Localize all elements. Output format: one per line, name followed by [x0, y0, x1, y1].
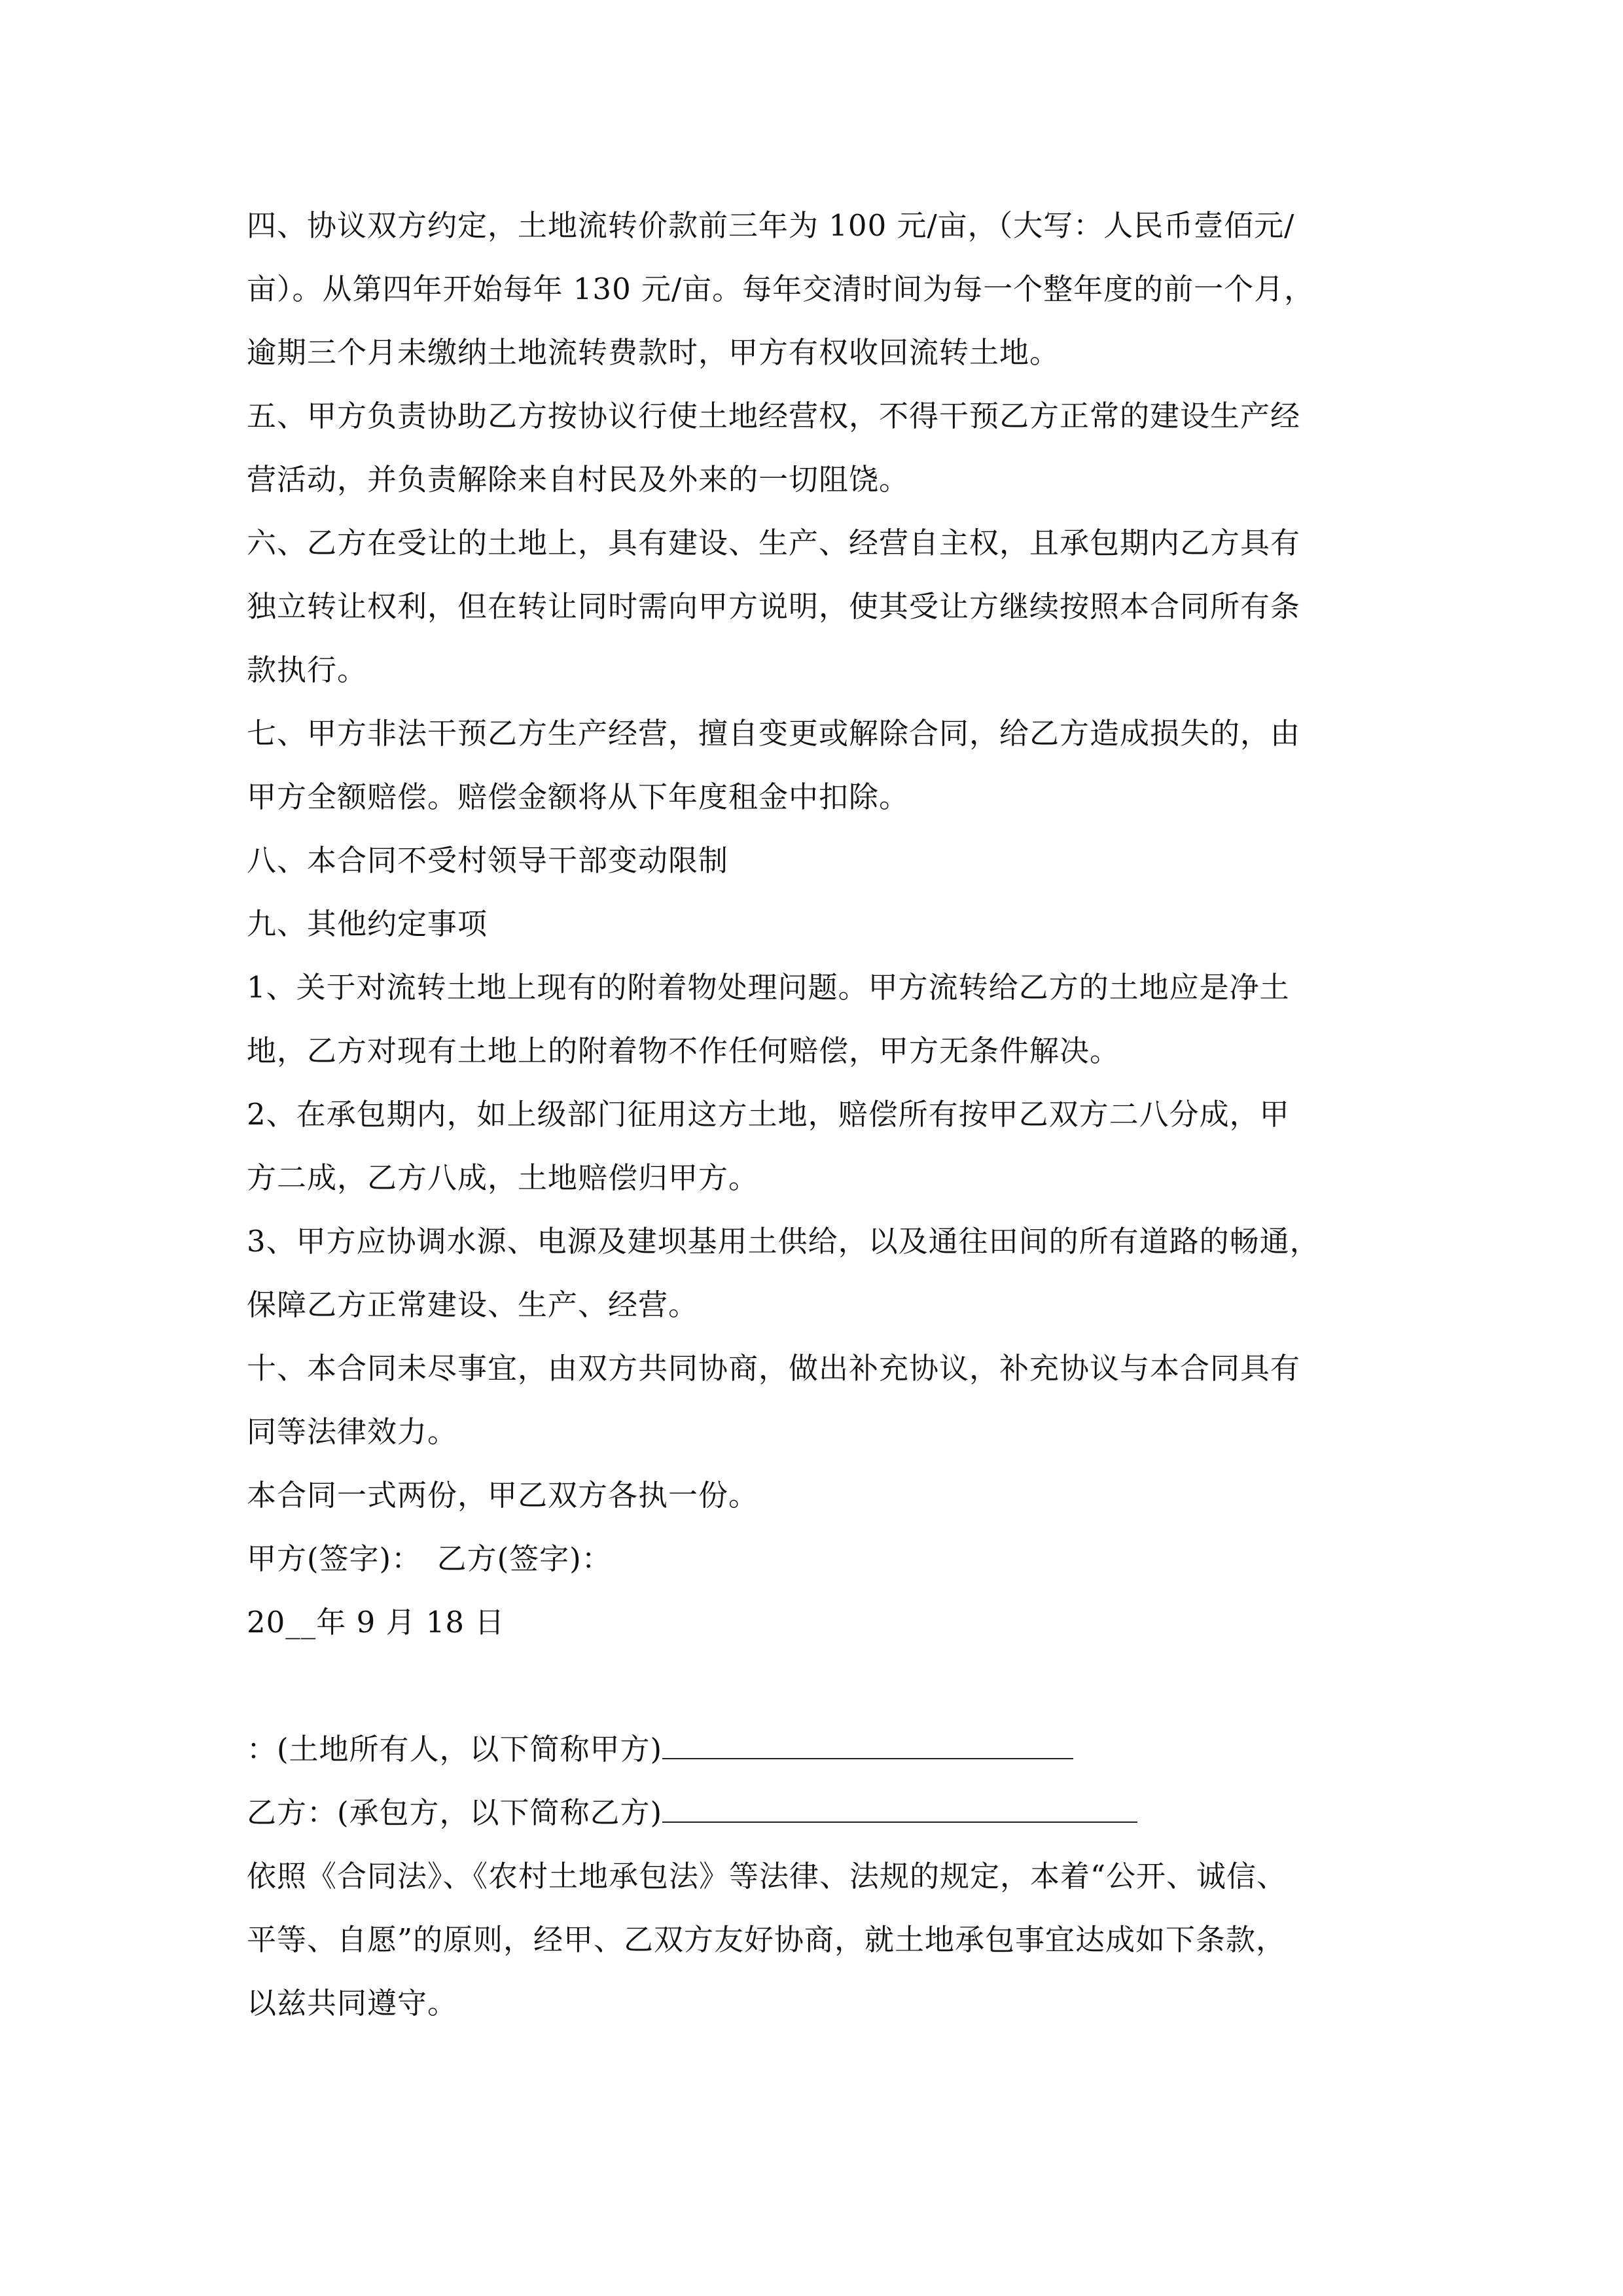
- copies-statement: 本合同一式两份，甲乙双方各执一份。: [247, 1478, 759, 1513]
- preamble-line-1: 依照《合同法》、《农村土地承包法》等法律、法规的规定，本着“公开、诚信、: [247, 1859, 1287, 1893]
- preamble-line-3: 以兹共同遵守。: [247, 1986, 458, 2020]
- clause-9-item-1-line-2: 地，乙方对现有土地上的附着物不作任何赔偿，甲方无条件解决。: [247, 1033, 1120, 1068]
- party-a-blank: [662, 1725, 1073, 1759]
- clause-4-line-2: 亩）。从第四年开始每年 130 元/亩。每年交清时间为每一个整年度的前一个月，: [247, 272, 1315, 306]
- party-a-line: [247, 1717, 1399, 1781]
- party-b-line: [247, 1781, 1399, 1844]
- date-line: 20__年 9 月 18 日: [247, 1605, 505, 1640]
- clause-4-line-3: 逾期三个月未缴纳土地流转费款时，甲方有权收回流转土地。: [247, 335, 1060, 370]
- clause-9-item-1-line-1: 1、关于对流转土地上现有的附着物处理问题。甲方流转给乙方的土地应是净土: [247, 970, 1290, 1005]
- clause-9-heading: 九、其他约定事项: [247, 906, 488, 941]
- clause-9-item-3-line-2: 保障乙方正常建设、生产、经营。: [247, 1287, 699, 1322]
- clause-6-line-2: 独立转让权利，但在转让同时需向甲方说明，使其受让方继续按照本合同所有条: [247, 589, 1301, 624]
- preamble-line-2: 平等、自愿”的原则，经甲、乙双方友好协商，就土地承包事宜达成如下条款，: [247, 1922, 1287, 1957]
- clause-4-line-1: 四、协议双方约定，土地流转价款前三年为 100 元/亩，（大写：人民币壹佰元/: [247, 208, 1295, 243]
- clause-10-line-1: 十、本合同未尽事宜，由双方共同协商，做出补充协议，补充协议与本合同具有: [247, 1351, 1301, 1386]
- party-b-label: 乙方：(承包方，以下简称乙方): [247, 1795, 663, 1830]
- clause-9-item-2-line-2: 方二成，乙方八成，土地赔偿归甲方。: [247, 1160, 759, 1195]
- party-a-label: ：(土地所有人，以下简称甲方): [247, 1732, 663, 1767]
- clause-6-line-1: 六、乙方在受让的土地上，具有建设、生产、经营自主权，且承包期内乙方具有: [247, 526, 1301, 560]
- signature-line: 甲方(签字)： 乙方(签字)：: [247, 1541, 612, 1576]
- clause-10-line-2: 同等法律效力。: [247, 1414, 458, 1449]
- clause-9-item-3-line-1: 3、甲方应协调水源、电源及建坝基用土供给，以及通往田间的所有道路的畅通，: [247, 1224, 1320, 1259]
- contract-body: [247, 194, 1399, 2035]
- clause-9-item-2-line-1: 2、在承包期内，如上级部门征用这方土地，赔偿所有按甲乙双方二八分成，甲: [247, 1097, 1290, 1132]
- party-b-blank: [662, 1789, 1137, 1823]
- clause-5-line-2: 营活动，并负责解除来自村民及外来的一切阻饶。: [247, 462, 910, 497]
- clause-6-line-3: 款执行。: [247, 653, 368, 687]
- clause-5-line-1: 五、甲方负责协助乙方按协议行使土地经营权，不得干预乙方正常的建设生产经: [247, 399, 1301, 433]
- clause-7-line-1: 七、甲方非法干预乙方生产经营，擅自变更或解除合同，给乙方造成损失的，由: [247, 716, 1301, 751]
- clause-7-line-2: 甲方全额赔偿。赔偿金额将从下年度租金中扣除。: [247, 780, 910, 814]
- clause-8: 八、本合同不受村领导干部变动限制: [247, 843, 729, 878]
